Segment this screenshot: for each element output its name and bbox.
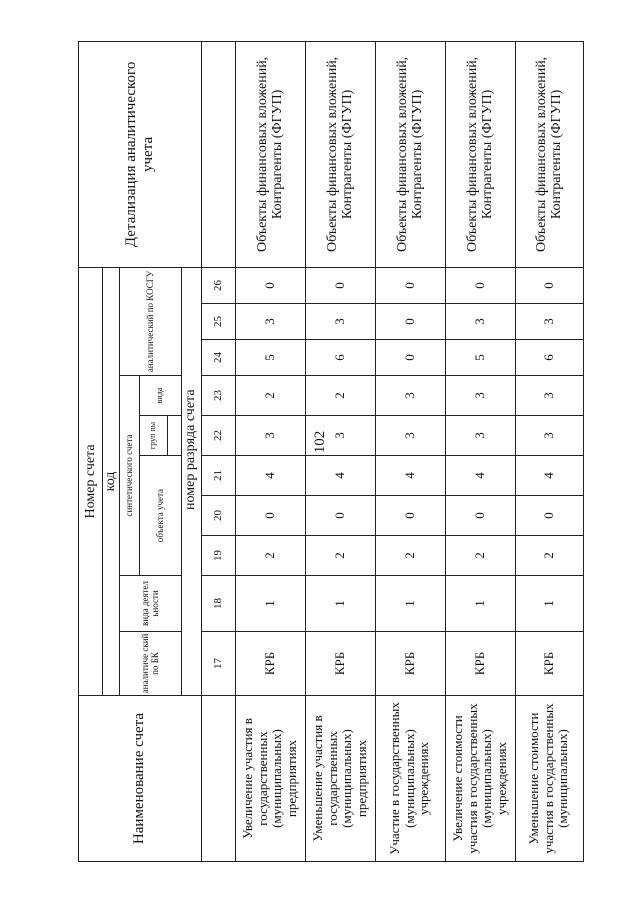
digit-value: 0 [235, 267, 305, 303]
digit-value: 4 [445, 456, 515, 496]
digit-cell: 26 [201, 267, 235, 303]
header-analytic-bk: аналитиче ский по БК [119, 632, 181, 696]
digit-value: 0 [445, 496, 515, 536]
digit-value: 1 [375, 576, 445, 632]
header-synthetic: синтетического счета [119, 376, 139, 576]
digit-value: 0 [305, 496, 375, 536]
digit-value: 2 [305, 376, 375, 416]
digit-value: 3 [445, 416, 515, 456]
table-row [515, 41, 583, 861]
header-account-name: Наименование счета [79, 696, 202, 862]
kbk-value: КРБ [445, 632, 515, 696]
kbk-value: КРБ [235, 632, 305, 696]
table-row [445, 41, 515, 861]
digit-value: 3 [515, 416, 583, 456]
header-detail: Детализация аналитического учета [79, 41, 202, 267]
digit-value: 2 [235, 536, 305, 576]
digit-value: 4 [375, 456, 445, 496]
digit-value: 4 [515, 456, 583, 496]
kbk-value: КРБ [375, 632, 445, 696]
header-kind: вида [139, 376, 181, 416]
detail-value: Объекты финансовых вложений, Контрагенты (ФГУП) [235, 41, 305, 267]
digit-value: 3 [445, 376, 515, 416]
digit-value: 0 [375, 340, 445, 376]
digit-value: 1 [235, 576, 305, 632]
digit-value: 3 [445, 304, 515, 340]
digit-value: 2 [305, 536, 375, 576]
digit-value: 3 [305, 304, 375, 340]
header-account-number: Номер счета [79, 267, 103, 695]
digit-cell: 20 [201, 496, 235, 536]
digit-cell: 21 [201, 456, 235, 496]
digit-value: 4 [235, 456, 305, 496]
digit-cell: 24 [201, 340, 235, 376]
header-account-object: объекта учета [139, 456, 181, 576]
digit-value: 1 [515, 576, 583, 632]
digit-value: 0 [515, 496, 583, 536]
digit-cell: 23 [201, 376, 235, 416]
digit-value: 2 [515, 536, 583, 576]
header-code: код [103, 267, 120, 695]
detail-value: Объекты финансовых вложений, Контрагенты (ФГУП) [445, 41, 515, 267]
digit-value: 0 [375, 267, 445, 303]
digit-value: 3 [235, 416, 305, 456]
table-row [375, 41, 445, 861]
account-name: Участие в государственных (муниципальных) учреждениях [375, 696, 445, 862]
digit-value: 2 [445, 536, 515, 576]
digit-cell: 17 [201, 632, 235, 696]
digit-value: 0 [515, 267, 583, 303]
account-name: Уменьшение стоимости участия в государственных (муниципальных) [515, 696, 583, 862]
digit-value: 4 [305, 456, 375, 496]
digit-cell: 19 [201, 536, 235, 576]
account-name: Увеличение участия в государственных (муниципальных) предприятиях [235, 696, 305, 862]
digit-value: 3 [235, 304, 305, 340]
digit-value: 3 [375, 416, 445, 456]
digit-value: 0 [375, 304, 445, 340]
digit-value: 1 [445, 576, 515, 632]
digit-cell: 22 [201, 416, 235, 456]
detail-value: Объекты финансовых вложений, Контрагенты (ФГУП) [305, 41, 375, 267]
digit-value: 1 [305, 576, 375, 632]
digit-value: 2 [235, 376, 305, 416]
account-name: Уменьшение участия в государственных (муниципальных) предприятиях [305, 696, 375, 862]
digit-value: 6 [305, 340, 375, 376]
accounts-table [78, 41, 584, 862]
header-group: груп пы [139, 416, 167, 456]
kbk-value: КРБ [515, 632, 583, 696]
digit-cell: 25 [201, 304, 235, 340]
digit-cell: 18 [201, 576, 235, 632]
table-row [235, 41, 305, 861]
kbk-value: КРБ [305, 632, 375, 696]
digit-value: 0 [305, 267, 375, 303]
digit-value: 6 [515, 340, 583, 376]
detail-value: Объекты финансовых вложений, Контрагенты (ФГУП) [515, 41, 583, 267]
digit-value: 0 [445, 267, 515, 303]
table-row [305, 41, 375, 861]
header-analytic-kosgu: аналитический по КОСГУ [119, 267, 181, 375]
header-activity-type: вида деятел ьности [119, 576, 181, 632]
accounts-table-rotated [78, 42, 571, 862]
digit-cell-blank-left [201, 696, 235, 862]
digit-value: 5 [235, 340, 305, 376]
digit-value: 0 [235, 496, 305, 536]
digit-value: 2 [375, 536, 445, 576]
digit-value: 0 [375, 496, 445, 536]
digit-value: 5 [445, 340, 515, 376]
digit-value: 3 [375, 376, 445, 416]
digit-value: 3 [305, 416, 375, 456]
digit-value: 3 [515, 304, 583, 340]
page-number: 102 [312, 430, 328, 454]
detail-value: Объекты финансовых вложений, Контрагенты (ФГУП) [375, 41, 445, 267]
digit-cell-blank-right [201, 41, 235, 267]
header-digit-number: номер разряда счета [181, 267, 201, 631]
header-digit-spacer [181, 632, 201, 696]
account-name: Увеличение стоимости участия в государственных (муниципальных) учреждениях [445, 696, 515, 862]
header-group-spacer [167, 416, 181, 456]
digit-value: 3 [515, 376, 583, 416]
